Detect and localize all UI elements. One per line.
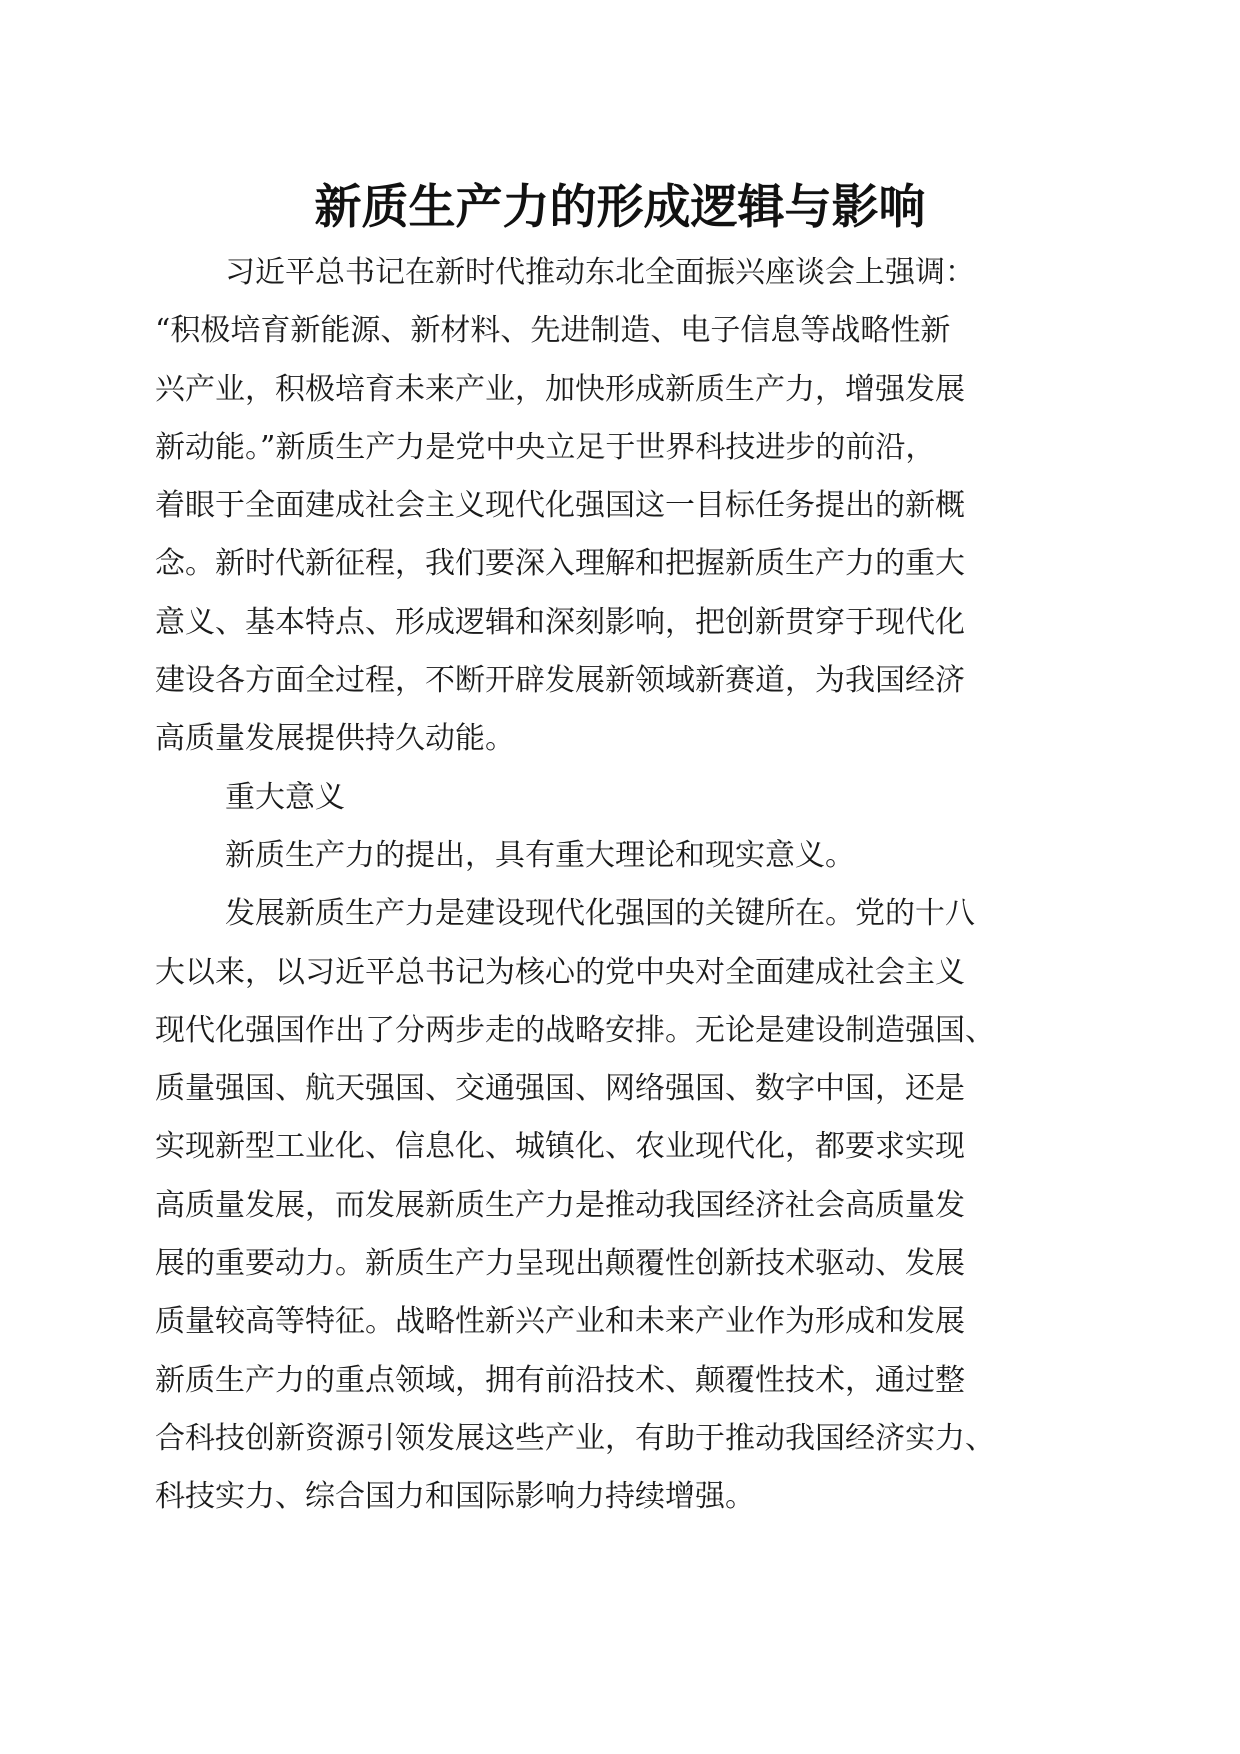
paragraph-line: 质量强国、航天强国、交通强国、网络强国、数字中国，还是 <box>155 1071 965 1107</box>
paragraph-line: 发展新质生产力是建设现代化强国的关键所在。党的十八 <box>225 896 975 932</box>
paragraph-line: 新动能。”新质生产力是党中央立足于世界科技进步的前沿， <box>155 429 936 465</box>
document-title: 新质生产力的形成逻辑与影响 <box>314 180 926 235</box>
paragraph-line: 高质量发展提供持久动能。 <box>155 721 515 757</box>
paragraph-line: 着眼于全面建成社会主义现代化强国这一目标任务提出的新概 <box>155 488 965 524</box>
paragraph-line: 习近平总书记在新时代推动东北全面振兴座谈会上强调： <box>225 255 975 290</box>
paragraph-line: 高质量发展，而发展新质生产力是推动我国经济社会高质量发 <box>155 1187 965 1223</box>
paragraph-line: 现代化强国作出了分两步走的战略安排。无论是建设制造强国、 <box>155 1012 995 1048</box>
paragraph-line: 建设各方面全过程，不断开辟发展新领域新赛道，为我国经济 <box>155 663 965 699</box>
paragraph-line: 新质生产力的重点领域，拥有前沿技术、颠覆性技术，通过整 <box>155 1362 965 1398</box>
paragraph-line: 意义、基本特点、形成逻辑和深刻影响，把创新贯穿于现代化 <box>155 604 965 640</box>
paragraph-line: 大以来，以习近平总书记为核心的党中央对全面建成社会主义 <box>155 954 965 990</box>
paragraph-line: “积极培育新能源、新材料、先进制造、电子信息等战略性新 <box>155 313 951 349</box>
paragraph-line: 念。新时代新征程，我们要深入理解和把握新质生产力的重大 <box>155 546 965 582</box>
document-body <box>155 244 1085 1527</box>
paragraph-line: 兴产业，积极培育未来产业，加快形成新质生产力，增强发展 <box>155 371 965 407</box>
paragraph-line: 合科技创新资源引领发展这些产业，有助于推动我国经济实力、 <box>155 1420 995 1456</box>
paragraph-line: 科技实力、综合国力和国际影响力持续增强。 <box>155 1479 755 1515</box>
paragraph-line: 质量较高等特征。战略性新兴产业和未来产业作为形成和发展 <box>155 1304 965 1340</box>
section-heading: 重大意义 <box>225 779 345 815</box>
paragraph-line: 展的重要动力。新质生产力呈现出颠覆性创新技术驱动、发展 <box>155 1246 965 1282</box>
paragraph-line: 实现新型工业化、信息化、城镇化、农业现代化，都要求实现 <box>155 1129 965 1165</box>
paragraph-line: 新质生产力的提出，具有重大理论和现实意义。 <box>225 837 855 873</box>
